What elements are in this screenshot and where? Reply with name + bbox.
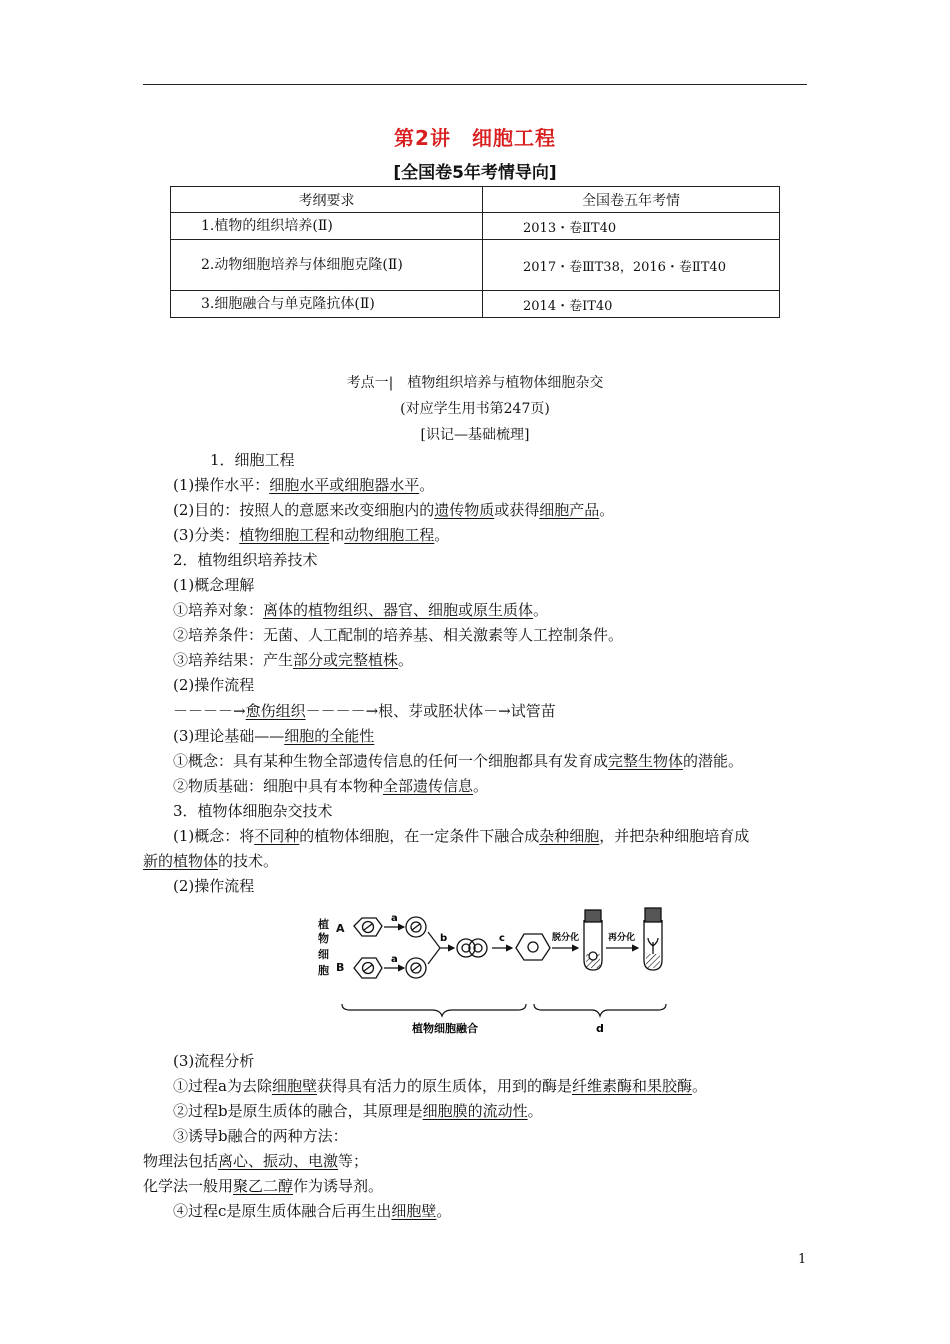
text-line: (1)概念：将不同种的植物体细胞，在一定条件下融合成杂种细胞，并把杂种细胞培育成 — [173, 827, 750, 845]
diagram-side-label: 胞 — [318, 964, 329, 977]
text-line: ①概念：具有某种生物全部遗传信息的任何一个细胞都具有发育成完整生物体的潜能。 — [173, 752, 744, 770]
table-cell: 2.动物细胞培养与体细胞克隆(Ⅱ) — [171, 240, 483, 291]
table-cell: 2014・卷ⅠT40 — [483, 291, 780, 318]
table-row — [171, 213, 780, 240]
text-line: 新的植物体的技术。 — [143, 852, 279, 870]
text-line: ①培养对象：离体的植物组织、器官、细胞或原生质体。 — [173, 601, 549, 619]
text-line: ①过程a为去除细胞壁获得具有活力的原生质体，用到的酶是纤维素酶和果胶酶。 — [173, 1077, 708, 1095]
table-cell: 3.细胞融合与单克隆抗体(Ⅱ) — [171, 291, 483, 318]
text-line: (1)操作水平：细胞水平或细胞器水平。 — [173, 476, 435, 494]
text-line: (2)操作流程 — [173, 877, 255, 895]
step-b-label: b — [440, 933, 448, 944]
text-line: (3)理论基础——细胞的全能性 — [173, 727, 375, 745]
text-line: (3)分类：植物细胞工程和动物细胞工程。 — [173, 526, 450, 544]
text-line: 物理法包括离心、振动、电激等； — [143, 1152, 369, 1170]
table-cell: 2017・卷ⅢT38，2016・卷ⅡT40 — [483, 240, 780, 291]
test-tube-plantlet — [644, 908, 662, 970]
section-reference: (对应学生用书第247页) — [400, 401, 550, 417]
text-line: ④过程c是原生质体融合后再生出细胞壁。 — [173, 1202, 452, 1220]
brace-cell-fusion — [342, 1004, 526, 1016]
text-line: ③诱导b融合的两种方法： — [173, 1127, 348, 1145]
protoplast-a — [406, 917, 426, 937]
page-number: 1 — [798, 1252, 807, 1267]
syllabus-table — [170, 186, 780, 318]
brace-d-label: d — [596, 1022, 604, 1035]
redifferentiation-label: 再分化 — [608, 933, 636, 943]
text-line: ②物质基础：细胞中具有本物种全部遗传信息。 — [173, 777, 489, 795]
header-rule — [143, 84, 807, 85]
section-heading: 考点一| 植物组织培养与植物体细胞杂交 — [346, 375, 604, 391]
table-row — [171, 240, 780, 291]
diagram-side-label: 细 — [318, 948, 329, 961]
text-line: (3)流程分析 — [173, 1052, 255, 1070]
section-3-title: 3．植物体细胞杂交技术 — [173, 802, 333, 820]
merge-lines — [428, 932, 440, 964]
text-line: (1)概念理解 — [173, 576, 255, 594]
brace-d — [534, 1004, 666, 1016]
table-header-row — [171, 187, 780, 213]
table-header-cell: 全国卷五年考情 — [483, 187, 780, 213]
section-subheading: [识记—基础梳理] — [420, 427, 530, 443]
brace-cell-fusion-label: 植物细胞融合 — [412, 1022, 478, 1035]
table-cell: 1.植物的组织培养(Ⅱ) — [171, 213, 483, 240]
diagram-side-label: 物 — [318, 932, 329, 945]
page-title: 第2讲 细胞工程 — [394, 126, 556, 150]
text-line: (2)操作流程 — [173, 676, 255, 694]
text-line: ③培养结果：产生部分或完整植株。 — [173, 651, 414, 669]
process-flow-line: －－－－→愈伤组织－－－－→根、芽或胚状体－→试管苗 — [173, 702, 556, 720]
text-line: ②培养条件：无菌、人工配制的培养基、相关激素等人工控制条件。 — [173, 626, 624, 644]
row-b-label: B — [336, 961, 345, 974]
page-subtitle: [全国卷5年考情导向] — [393, 163, 557, 183]
step-a-label: a — [391, 954, 398, 965]
cell-a-walled — [354, 918, 382, 936]
row-a-label: A — [336, 922, 345, 935]
table-cell: 2013・卷ⅡT40 — [483, 213, 780, 240]
step-c-label: c — [499, 933, 505, 944]
table-row — [171, 291, 780, 318]
text-line: ②过程b是原生质体的融合，其原理是细胞膜的流动性。 — [173, 1102, 543, 1120]
fused-protoplast — [457, 939, 487, 957]
hybrid-cell — [516, 934, 550, 960]
protoplast-b — [406, 958, 426, 978]
table-header-cell: 考纲要求 — [171, 187, 483, 213]
diagram-side-label: 植 — [318, 918, 329, 931]
test-tube-callus — [584, 910, 602, 970]
section-1-title: 1．细胞工程 — [210, 451, 295, 469]
cell-b-walled — [354, 958, 382, 978]
step-a-label: a — [391, 913, 398, 924]
text-line: 化学法一般用聚乙二醇作为诱导剂。 — [143, 1177, 384, 1195]
section-2-title: 2．植物组织培养技术 — [173, 551, 318, 569]
text-line: (2)目的：按照人的意愿来改变细胞内的遗传物质或获得细胞产品。 — [173, 501, 615, 519]
somatic-hybridization-diagram — [312, 896, 682, 1046]
dedifferentiation-label: 脱分化 — [552, 933, 580, 943]
